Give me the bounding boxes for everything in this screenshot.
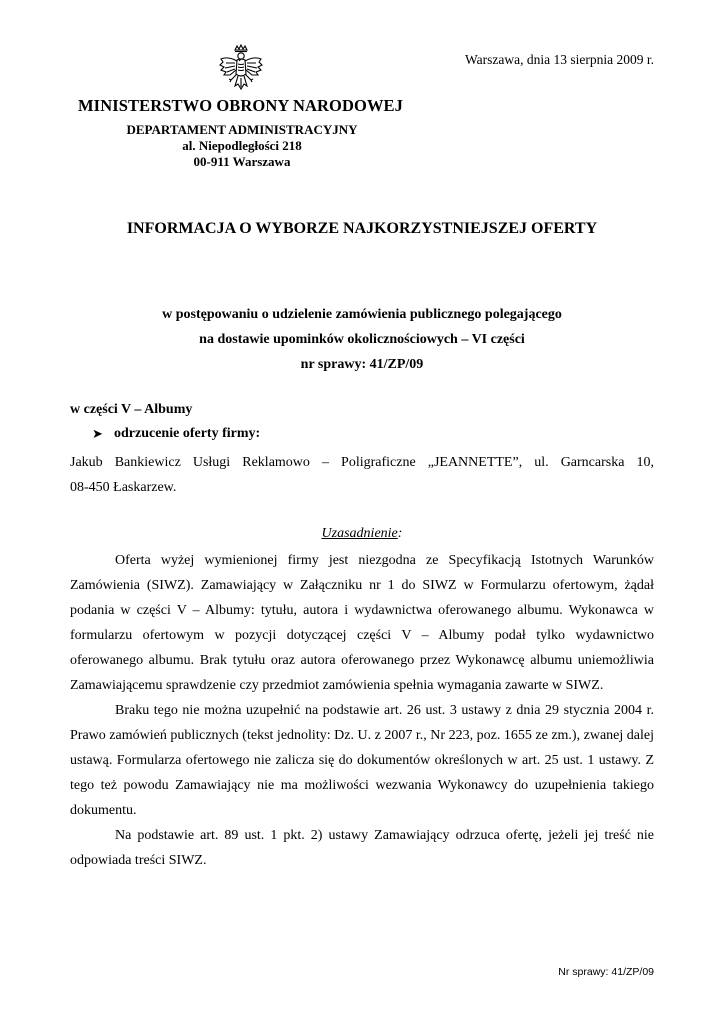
justification-paragraph-1: Oferta wyżej wymienionej firmy jest niezgodna ze Specyfikacją Istotnych Warunków Zamówienia (SIWZ). Zamawiający w Załączniku nr 1 do SIWZ w Formularzu ofertowym, żądał podania w części V – Albumy: tytułu, autora i wydawnictwa oferowanego albumu. Wykonawca w formularzu ofertowym w pozycji dotyczącej części V – Albumy podał tylko wydawnictwo oferowanego albumu. Brak tytułu oraz autora oferowanego przez Wykonawcę albumu uniemożliwia Zamawiającemu sprawdzenie czy przedmiot zamówienia spełnia wymagania zawarte w SIWZ. bbox=[70, 553, 654, 693]
footer-case-number: Nr sprawy: 41/ZP/09 bbox=[558, 966, 654, 978]
arrow-bullet-icon: ➤ bbox=[92, 426, 103, 441]
company-details bbox=[70, 450, 654, 500]
document-title: INFORMACJA O WYBORZE NAJKORZYSTNIEJSZEJ OFERTY bbox=[126, 220, 598, 237]
polish-eagle-emblem-icon bbox=[218, 44, 264, 96]
department-city: 00-911 Warszawa bbox=[193, 154, 291, 169]
ministry-name: MINISTERSTWO OBRONY NARODOWEJ bbox=[78, 96, 403, 115]
document-date: Warszawa, dnia 13 sierpnia 2009 r. bbox=[465, 52, 654, 67]
rejection-label: odrzucenie oferty firmy: bbox=[114, 426, 261, 441]
justification-title-text: Uzasadnienie bbox=[321, 526, 398, 541]
justification-paragraph-3: Na podstawie art. 89 ust. 1 pkt. 2) ustawy Zamawiający odrzuca ofertę, jeżeli jej treść nie odpowiada treści SIWZ. bbox=[70, 828, 654, 868]
department-name: DEPARTAMENT ADMINISTRACYJNY bbox=[126, 122, 358, 137]
part-heading: w części V – Albumy bbox=[70, 402, 193, 417]
justification-title bbox=[0, 526, 724, 542]
company-line-1: Jakub Bankiewicz Usługi Reklamowo – Poligraficzne „JEANNETTE”, ul. Garncarska 10, bbox=[70, 455, 654, 470]
subject-line-2: na dostawie upominków okolicznościowych – VI części bbox=[199, 332, 525, 347]
rejection-bullet bbox=[92, 426, 260, 442]
department-address-block bbox=[122, 122, 362, 170]
company-line-2: 08-450 Łaskarzew. bbox=[70, 480, 177, 495]
department-street: al. Niepodległości 218 bbox=[182, 138, 302, 153]
procedure-subject bbox=[0, 302, 724, 377]
justification-body bbox=[70, 548, 654, 873]
justification-paragraph-2: Braku tego nie można uzupełnić na podstawie art. 26 ust. 3 ustawy z dnia 29 stycznia 2004 r. Prawo zamówień publicznych (tekst jednolity: Dz. U. z 2007 r., Nr 223, poz. 1655 ze zm.), zwanej dalej ustawą. Formularza ofertowego nie zalicza się do dokumentów określonych w art. 25 ust. 1 ustawy. Z tego też powodu Zamawiający nie ma możliwości wezwania Wykonawcy do uzupełnienia takiego dokumentu. bbox=[70, 703, 654, 818]
case-number-line: nr sprawy: 41/ZP/09 bbox=[300, 357, 424, 372]
justification-title-colon: : bbox=[397, 526, 403, 541]
subject-line-1: w postępowaniu o udzielenie zamówienia publicznego polegającego bbox=[162, 307, 562, 322]
